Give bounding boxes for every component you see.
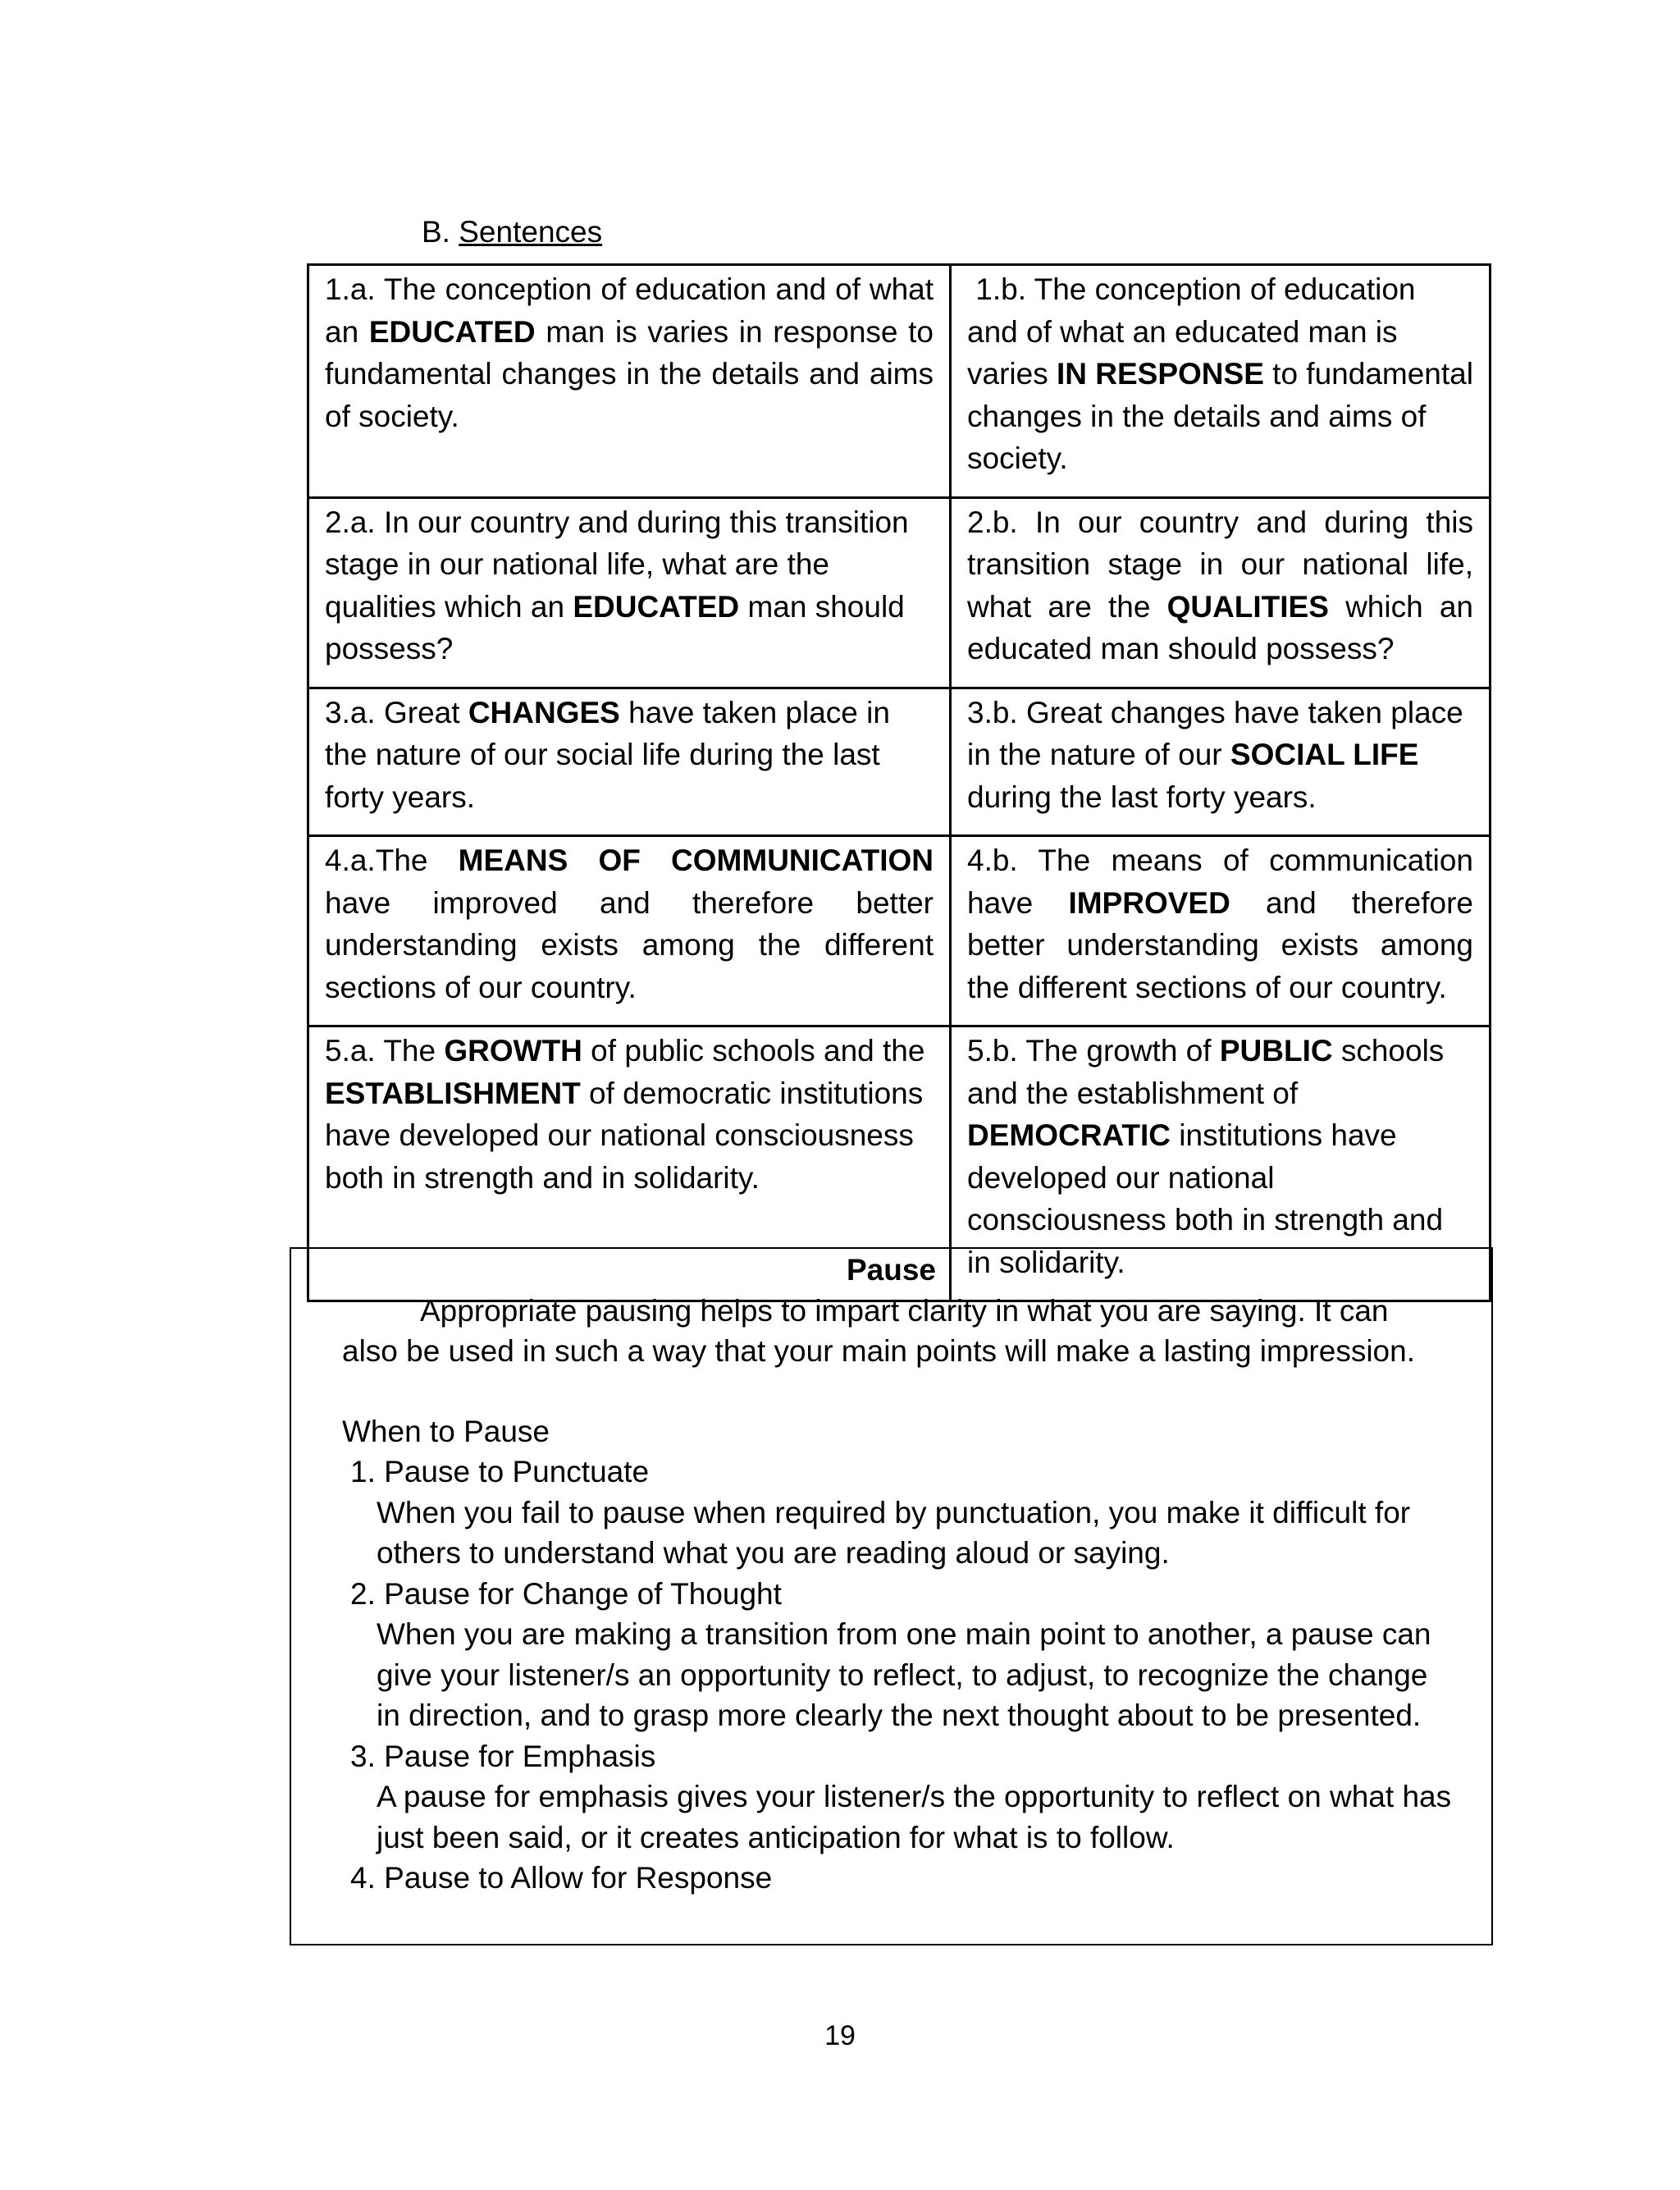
sentence-text: which an educated man should possess?: [967, 589, 1474, 665]
emphasized-word: EDUCATED: [368, 314, 536, 349]
table-row: [308, 497, 1491, 688]
sentence-cell-1b: [951, 265, 1491, 498]
pause-intro-line-2: also be used in such a way that your main points will make a lasting impression.: [342, 1334, 1415, 1368]
emphasized-word: GROWTH: [444, 1034, 582, 1068]
sentence-text: have taken place in the nature of our social life during the last forty years.: [325, 695, 890, 814]
emphasized-word: CHANGES: [468, 695, 620, 729]
pause-item-body: When you are making a transition from one main point to another, a pause can give your listener/s an opportunity to reflect, to adjust, to recognize the change in direction, and to grasp more clearly the next thought about to be presented.: [377, 1617, 1431, 1732]
sentence-text: and therefore better understanding exists among the different sections of our country.: [967, 885, 1474, 1004]
emphasized-word: EDUCATED: [573, 589, 740, 624]
sentence-text: to fundamental changes in the details and aims of society.: [967, 357, 1473, 475]
emphasized-word: MEANS OF COMMUNICATION: [458, 844, 934, 877]
pause-item-list: [291, 1452, 1491, 1899]
sentence-text: during the last forty years.: [967, 780, 1317, 814]
pause-info-box: [290, 1247, 1493, 1945]
emphasized-word: SOCIAL LIFE: [1230, 738, 1419, 771]
pause-item-heading: 1. Pause to Punctuate: [350, 1455, 650, 1488]
sentence-text: 2.a. In our country and during this transition stage in our national life, what are the qualities which an: [325, 505, 909, 624]
sentence-text: man should possess?: [325, 589, 905, 665]
pause-intro: [291, 1291, 1491, 1372]
sentence-text: 1.b. The conception of education and of what an educated man is varies: [967, 272, 1416, 391]
section-prefix: B.: [422, 215, 459, 249]
sentence-text: 3.a. Great: [325, 695, 468, 729]
table-row: [308, 688, 1491, 836]
sentence-text: 4.a.The: [325, 844, 459, 877]
list-item: [291, 1858, 1491, 1899]
sentence-text: 3.b. Great changes have taken place in the nature of our: [967, 695, 1463, 771]
pause-item-body: When you fail to pause when required by punctuation, you make it difficult for others to understand what you are reading aloud or saying.: [377, 1495, 1411, 1570]
table-row: [308, 265, 1491, 498]
sentence-text: have improved and therefore better understanding exists among the different sections of our country.: [325, 885, 934, 1004]
sentence-text: schools and the establishment of: [967, 1034, 1445, 1110]
sentence-text: institutions have developed our national consciousness both in strength and in solidarity.: [967, 1118, 1444, 1279]
sentence-text: 5.a. The: [325, 1034, 445, 1068]
section-heading: [422, 215, 602, 249]
sentence-cell-3b: [951, 688, 1491, 836]
page-number: 19: [824, 2020, 856, 2051]
emphasized-word: IMPROVED: [1068, 885, 1230, 920]
sentence-cell-1a: [308, 265, 951, 498]
sentence-cell-3a: [308, 688, 951, 836]
sentence-text: man is varies in response to fundamental changes in the details and aims of society.: [325, 314, 934, 433]
pause-intro-line-1: Appropriate pausing helps to impart clarity in what you are saying. It can: [420, 1293, 1389, 1328]
pause-item-heading: 3. Pause for Emphasis: [350, 1739, 656, 1773]
list-item: [291, 1452, 1491, 1574]
emphasized-word: DEMOCRATIC: [967, 1118, 1171, 1152]
section-title: Sentences: [459, 215, 603, 249]
pause-title: Pause: [846, 1253, 936, 1287]
sentence-text: of democratic institutions have developed our national consciousness both in strength and in solidarity.: [325, 1076, 924, 1195]
sentences-table: [307, 263, 1491, 1302]
when-to-pause-heading: When to Pause: [342, 1414, 550, 1448]
emphasized-word: IN RESPONSE: [1056, 357, 1264, 391]
table-row: [308, 836, 1491, 1026]
pause-item-heading: 2. Pause for Change of Thought: [350, 1576, 782, 1611]
pause-item-heading: 4. Pause to Allow for Response: [350, 1861, 773, 1895]
sentence-text: 2.b. In our country and during this transition stage in our national life, what are the: [967, 505, 1473, 624]
list-item: [291, 1574, 1491, 1736]
sentence-text: 4.b. The means of communication have: [967, 844, 1473, 920]
sentence-cell-4a: [308, 836, 951, 1026]
sentence-text: of public schools and the: [582, 1034, 925, 1068]
sentence-cell-4b: [951, 836, 1491, 1026]
list-item: [291, 1736, 1491, 1859]
emphasized-word: ESTABLISHMENT: [325, 1076, 581, 1110]
sentence-cell-2a: [308, 497, 951, 688]
emphasized-word: PUBLIC: [1219, 1034, 1333, 1068]
pause-item-body: A pause for emphasis gives your listener/s the opportunity to reflect on what has just been said, or it creates anticipation for what is to follow.: [377, 1780, 1452, 1854]
sentence-text: 5.b. The growth of: [967, 1034, 1220, 1068]
sentence-cell-2b: [951, 497, 1491, 688]
sentence-text: 1.a. The conception of education and of what an: [325, 272, 934, 349]
emphasized-word: QUALITIES: [1166, 589, 1329, 624]
